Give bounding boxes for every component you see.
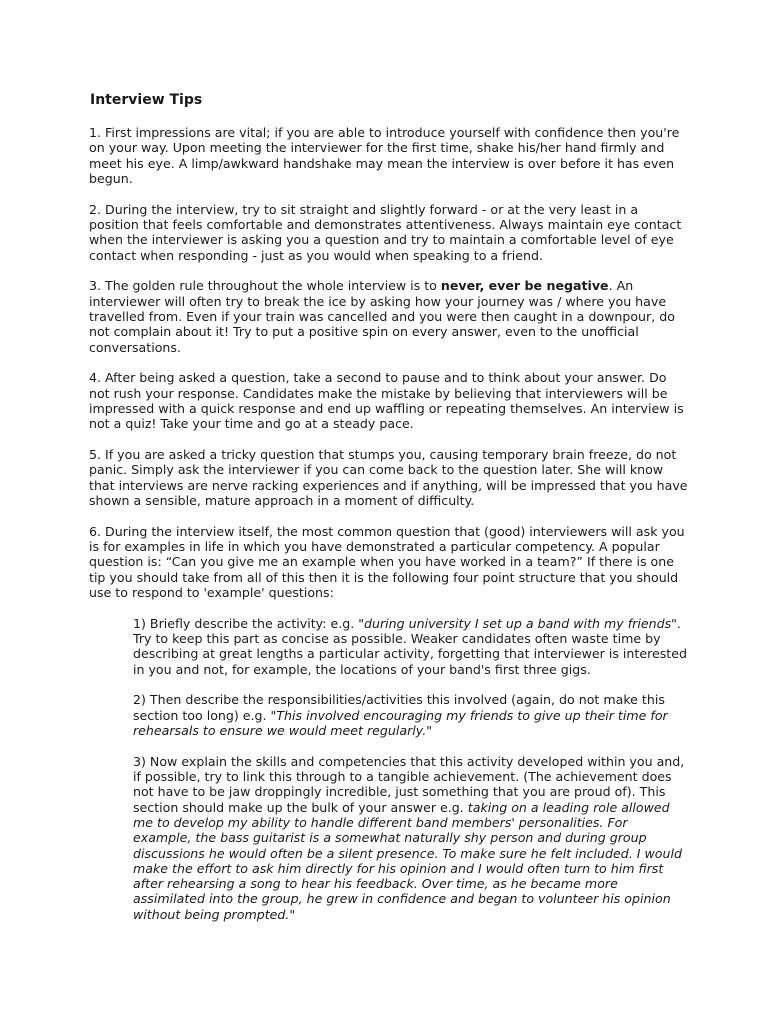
- step-2-paragraph: [133, 692, 688, 738]
- tip-6-paragraph: 6. During the interview itself, the most common question that (good) interviewers will ask you is for examples in life in which you have demonstrated a particular competency. A popular question is: “Can you give me an example when you have worked in a team?” If there is one tip you should take from all of this then it is the following four point structure that you should use to respond to 'example' questions:: [89, 523, 685, 600]
- tip-4-paragraph: 4. After being asked a question, take a second to pause and to think about your answer. Do not rush your response. Candidates make the mistake by believing that interviewers will be impressed with a quick response and end up waffling or repeating themselves. An interview is not a quiz! Take your time and go at a steady pace.: [89, 370, 684, 432]
- step-2-text-start: 2) Then describe the responsibilities/activities this involved (again, do not make this section too long) e.g. ": [133, 692, 665, 723]
- step-3-example-italic: taking on a leading role allowed me to develop my ability to handle different band members' personalities. For example, the bass guitarist is a somewhat naturally shy person and during group discussions he would often be a silent presence. To make sure he felt included. I would make the effort to ask him directly for his opinion and I would often turn to him first after rehearsing a song to hear his feedback. Over time, as he became more assimilated into the group, he grew in confidence and began to volunteer his opinion without being prompted.: [133, 799, 682, 922]
- step-3-text-end: ": [289, 906, 296, 922]
- step-3-paragraph: [133, 754, 688, 922]
- tip-5-paragraph: 5. If you are asked a tricky question that stumps you, causing temporary brain freeze, do not panic. Simply ask the interviewer if you can come back to the question later. She will know that interviews are nerve racking experiences and if anything, will be impressed that you have shown a sensible, mature approach in a moment of difficulty.: [89, 447, 688, 508]
- tip-3-paragraph: [89, 278, 689, 354]
- page-title: Interview Tips: [90, 92, 203, 108]
- tip-3-text-end: . An interviewer will often try to break the ice by asking how your journey was / where you have travelled from. Even if your train was cancelled and you were then caught in a downpour, do not complain about it! Try to put a positive spin on every answer, even to the unofficial conversations.: [89, 278, 675, 355]
- step-1-text-start: 1) Briefly describe the activity: e.g. ": [133, 615, 364, 631]
- step-2-example-italic: This involved encouraging my friends to give up their time for rehearsals to ensure we would meet regularly.: [133, 707, 668, 738]
- tip-3-text-start: 3. The golden rule throughout the whole interview is to: [89, 278, 441, 294]
- step-1-example-italic: during university I set up a band with my friends: [364, 615, 672, 631]
- tip-3-bold-emphasis: never, ever be negative: [440, 278, 609, 294]
- step-2-text-end: ": [426, 723, 433, 738]
- step-1-paragraph: [133, 616, 688, 677]
- tip-1-paragraph: 1. First impressions are vital; if you are able to introduce yourself with confidence then you're on your way. Upon meeting the interviewer for the first time, shake his/her hand firmly and meet his eye. A limp/awkward handshake may mean the interview is over before it has even begun.: [89, 125, 680, 186]
- step-3-text-start: 3) Now explain the skills and competencies that this activity developed within you and, if possible, try to link this through to a tangible achievement. (The achievement does not have to be jaw droppingly incredible, just something that you are proud of). This section should make up the bulk of your answer e.g.: [133, 753, 685, 815]
- tip-2-paragraph: 2. During the interview, try to sit straight and slightly forward - or at the very least in a position that feels comfortable and demonstrates attentiveness. Always maintain eye contact when the interviewer is asking you a question and try to maintain a comfortable level of eye contact when responding - just as you would when speaking to a friend.: [89, 201, 682, 263]
- document-body: [89, 125, 689, 938]
- step-1-text-end: ". Try to keep this part as concise as possible. Weaker candidates often waste time by describing at great lengths a particular activity, forgetting that interviewer is interested in you and not, for example, the locations of your band's first three gigs.: [133, 615, 687, 677]
